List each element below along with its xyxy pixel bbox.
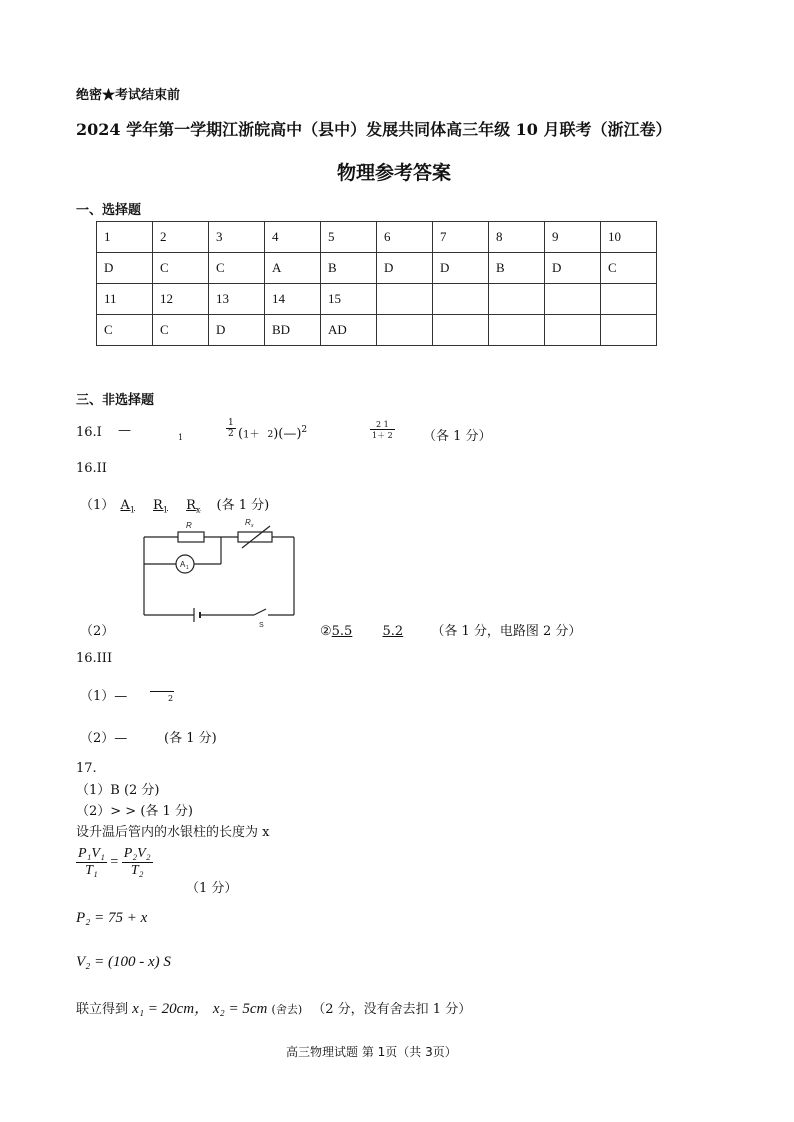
label-rx: R (245, 518, 251, 527)
label-s: S (259, 622, 264, 629)
label-rx-sub: x (251, 523, 254, 529)
answer-table-cell: AD (321, 315, 377, 346)
q16-1-half (226, 418, 236, 439)
q17-eq1-lhs-num: P₁V₁ (78, 846, 105, 861)
q16-3-label: 16.III (76, 651, 113, 666)
section-multiple-choice: 一、选择题 (76, 203, 142, 218)
answer-table-cell (433, 284, 489, 315)
q16-2-rx-text: R (186, 498, 196, 513)
answer-table-cell: B (489, 253, 545, 284)
q16-1-half-den: 2 (228, 429, 234, 439)
answer-table-cell: 7 (433, 222, 489, 253)
label-a-sub: 1 (186, 565, 189, 571)
answer-table-cell: C (601, 253, 657, 284)
answer-table-cell: 13 (209, 284, 265, 315)
answer-table-cell: D (209, 315, 265, 346)
answer-table-cell: 5 (321, 222, 377, 253)
q17-label: 17. (76, 761, 97, 776)
confidential-note: 绝密★考试结束前 (76, 88, 181, 103)
answer-table-cell (433, 315, 489, 346)
q16-1-label: 16.I (76, 425, 102, 440)
answer-table-cell: C (97, 315, 153, 346)
answer-table-row (97, 284, 657, 315)
exam-title: 2024 学年第一学期江浙皖高中（县中）发展共同体高三年级 10 月联考（浙江卷） (76, 120, 672, 139)
q17-eq1: $\frac{\text{P₁V₁}}{\text{T₁}}$ = $\frac{\text{P₂V₂}}{\text{T₂}}$ (78, 846, 151, 878)
q16-1-half-num: 1 (228, 418, 234, 428)
answer-table-cell: 9 (545, 222, 601, 253)
q17-eq1-lhs-den: T₁ (85, 863, 98, 878)
label-r: R (186, 521, 192, 530)
q16-2-r1-sub: 1 (162, 505, 168, 515)
q16-3-frac-bar (150, 691, 174, 692)
answer-table-cell: 10 (601, 222, 657, 253)
q16-2-a1-sub: 1 (129, 505, 135, 515)
q16-3-score: (各 1 分) (164, 731, 217, 746)
q16-2-v2: 5.2 (382, 624, 404, 639)
q17-result-prefix: 联立得到 (76, 1002, 129, 1017)
q16-2-ans-a1 (120, 498, 134, 513)
answer-table-cell: B (321, 253, 377, 284)
q16-2-r1-text: R (153, 498, 163, 513)
q17-result-score: （2 分，没有舍去扣 1 分） (312, 1002, 472, 1017)
q16-1-dash: — (118, 423, 131, 438)
q16-1-expr-open: ( (238, 426, 244, 442)
answer-table-cell: 12 (153, 284, 209, 315)
answer-table-cell: D (97, 253, 153, 284)
page-subtitle: 物理参考答案 (337, 162, 452, 184)
answer-table-cell: D (377, 253, 433, 284)
q16-2-v1: 5.5 (331, 624, 353, 639)
q16-2-v1-prefix: ② (320, 624, 332, 639)
answer-table-cell: 4 (265, 222, 321, 253)
q16-2-rx-sub: x (195, 505, 201, 515)
q16-1-frac2-den: 1＋ 2 (372, 431, 393, 440)
answer-table-cell: D (545, 253, 601, 284)
q16-3-p2: （2）— (80, 731, 128, 746)
answer-table-cell (545, 284, 601, 315)
q16-1-sub1: 1 (178, 433, 184, 442)
answer-table-cell: 14 (265, 284, 321, 315)
resistor-rx (238, 532, 272, 542)
switch-blade (254, 609, 266, 615)
q16-1-frac2 (370, 420, 395, 441)
q17-part2: （2）> > (各 1 分) (76, 804, 194, 819)
answer-table-row (97, 253, 657, 284)
q16-2-part2 (320, 620, 581, 639)
answer-table-cell: 8 (489, 222, 545, 253)
page-footer: 高三物理试题 第 1页（共 3页） (286, 1045, 457, 1059)
answer-table-cell: 1 (97, 222, 153, 253)
label-a: A (180, 560, 186, 569)
answer-table-cell: 11 (97, 284, 153, 315)
q17-eq1-score: （1 分） (186, 881, 238, 896)
answer-table-row (97, 222, 657, 253)
q16-2-p1-score: (各 1 分) (216, 498, 270, 513)
rheostat-arrow (242, 526, 270, 548)
answer-table-cell (489, 284, 545, 315)
answer-table-cell (377, 315, 433, 346)
answer-table-cell: A (265, 253, 321, 284)
circuit-diagram (138, 514, 300, 629)
answer-table-row (97, 315, 657, 346)
q17-result-line (76, 997, 471, 1018)
answer-table-cell (545, 315, 601, 346)
q16-2-a1-text: A (120, 498, 130, 513)
answer-table-cell (377, 284, 433, 315)
q17-setup-text: 设升温后管内的水银柱的长度为 x (76, 825, 270, 840)
q17-eq1-rhs-den: T₂ (130, 863, 144, 878)
answer-table-cell: BD (265, 315, 321, 346)
answer-table-cell: 2 (153, 222, 209, 253)
q17-eq2: P₂ = 75 + x (76, 910, 148, 926)
q16-1-frac2-num: 2 1 (370, 420, 395, 430)
q16-2-p2-label: （2） (80, 624, 115, 639)
answer-table-cell: C (153, 315, 209, 346)
answer-table-cell (601, 315, 657, 346)
resistor-r (178, 532, 204, 542)
answer-table-cell: 6 (377, 222, 433, 253)
q16-1-expr-mid: 1＋ (243, 429, 260, 441)
q16-1-expr (238, 425, 307, 441)
q17-eq1-rhs-num: P₂V₂ (123, 846, 151, 861)
q16-1-expr-sq: 2 (301, 425, 308, 435)
q17-result: x₁ = 20cm， x₂ = 5cm (132, 1001, 268, 1017)
q16-2-label: 16.II (76, 461, 107, 476)
section-free-response: 三、非选择题 (76, 393, 155, 408)
q16-2-part1 (80, 494, 269, 515)
q17-part1: （1）B (2 分) (76, 783, 160, 798)
q16-1-score: （各 1 分） (423, 429, 492, 444)
answer-table-cell: 15 (321, 284, 377, 315)
q16-2-ans-r1 (153, 498, 168, 513)
q16-2-ans-rx (186, 498, 200, 513)
answer-table-cell: C (153, 253, 209, 284)
q16-1-expr-sub2: 2 (267, 430, 274, 441)
q16-1-expr-tail: )(—) (273, 426, 302, 442)
q16-3-p1-sub: 2 (168, 694, 174, 703)
answer-table-cell: 3 (209, 222, 265, 253)
answer-table-cell (601, 284, 657, 315)
q17-eq3: V₂ = (100 - x) S (76, 954, 171, 970)
answer-table-cell: D (433, 253, 489, 284)
q17-result-note: (舍去) (271, 1003, 303, 1016)
answer-table-cell (489, 315, 545, 346)
q16-2-p1-label: （1） (80, 498, 115, 513)
q16-3-p1: （1）— (80, 689, 128, 704)
q16-2-p2-score: （各 1 分，电路图 2 分） (431, 624, 582, 639)
answer-table-cell: C (209, 253, 265, 284)
answer-table (96, 221, 657, 346)
